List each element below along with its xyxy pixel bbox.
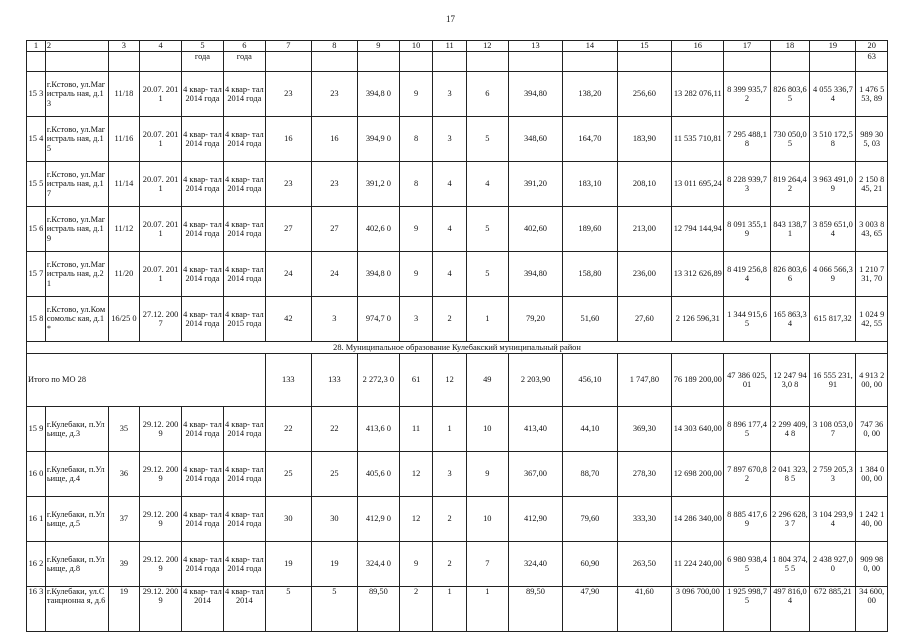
- table-cell: 747 360, 00: [856, 407, 888, 452]
- table-cell: 2 759 205,33: [810, 452, 856, 497]
- table-cell: 16 2: [27, 542, 46, 587]
- table-cell: 14 303 640,00: [672, 407, 724, 452]
- table-cell: 14 286 340,00: [672, 497, 724, 542]
- table-cell: 41,60: [617, 587, 671, 632]
- table-cell: г.Кстово, ул.Магистраль ная, д.21: [45, 252, 108, 297]
- table-cell: 2 299 409,4 8: [770, 407, 810, 452]
- table-cell: 39: [108, 542, 139, 587]
- table-cell: 51,60: [563, 297, 617, 342]
- table-cell: 47,90: [563, 587, 617, 632]
- table-cell: 12 698 200,00: [672, 452, 724, 497]
- table-cell: [508, 52, 562, 72]
- table-cell: 324,40: [508, 542, 562, 587]
- table-cell: 12: [399, 497, 433, 542]
- table-cell: 35: [108, 407, 139, 452]
- table-cell: 5: [466, 117, 508, 162]
- table-cell: 17: [724, 41, 770, 52]
- table-cell: 6: [223, 41, 265, 52]
- table-cell: 394,8 0: [357, 72, 399, 117]
- table-cell: [265, 52, 311, 72]
- table-cell: 6: [466, 72, 508, 117]
- table-cell: 79,20: [508, 297, 562, 342]
- table-cell: [140, 52, 182, 72]
- table-cell: 19: [265, 542, 311, 587]
- table-cell: 16: [265, 117, 311, 162]
- table-cell: 34 600, 00: [856, 587, 888, 632]
- table-cell: 9: [399, 252, 433, 297]
- total-label: Итого по МО 28: [27, 354, 266, 407]
- table-cell: 12: [399, 452, 433, 497]
- table-cell: 11: [399, 407, 433, 452]
- table-cell: 2: [433, 297, 467, 342]
- table-cell: 27,60: [617, 297, 671, 342]
- table-cell: 4 квар- тал 2014 года: [223, 207, 265, 252]
- table-cell: 164,70: [563, 117, 617, 162]
- table-cell: 208,10: [617, 162, 671, 207]
- table-cell: 1 024 942, 55: [856, 297, 888, 342]
- table-cell: 4: [140, 41, 182, 52]
- table-cell: 12: [466, 41, 508, 52]
- total-row: [27, 354, 888, 407]
- table-cell: [724, 52, 770, 72]
- table-cell: 11/14: [108, 162, 139, 207]
- table-cell: [108, 52, 139, 72]
- table-cell: 10: [466, 407, 508, 452]
- table-cell: [770, 52, 810, 72]
- table-cell: 165 863,3 4: [770, 297, 810, 342]
- table-cell: 3: [433, 117, 467, 162]
- table-cell: 394,80: [508, 72, 562, 117]
- table-cell: 11: [433, 41, 467, 52]
- table-cell: 16 1: [27, 497, 46, 542]
- table-cell: 8 399 935,72: [724, 72, 770, 117]
- table-cell: 4 квар- тал 2014 года: [223, 452, 265, 497]
- table-cell: 256,60: [617, 72, 671, 117]
- table-cell: 1 747,80: [617, 354, 671, 407]
- table-cell: 2: [45, 41, 108, 52]
- table-cell: 4 квар- тал 2014 года: [182, 297, 224, 342]
- table-cell: 843 138,7 1: [770, 207, 810, 252]
- table-cell: [27, 52, 46, 72]
- table-cell: 2: [399, 587, 433, 632]
- table-cell: 18: [770, 41, 810, 52]
- table-cell: 2: [433, 542, 467, 587]
- table-cell: 2 438 927,00: [810, 542, 856, 587]
- table-cell: 7: [466, 542, 508, 587]
- table-cell: 4 квар- тал 2014 года: [223, 162, 265, 207]
- table-cell: 413,6 0: [357, 407, 399, 452]
- table-cell: 10: [399, 41, 433, 52]
- table-cell: 394,8 0: [357, 252, 399, 297]
- table-cell: г.Кстово, ул.Магистраль ная, д.17: [45, 162, 108, 207]
- table-cell: 63: [856, 52, 888, 72]
- table-cell: 158,80: [563, 252, 617, 297]
- table-cell: 9: [399, 207, 433, 252]
- table-cell: 20.07. 2011: [140, 72, 182, 117]
- table-cell: 10: [466, 497, 508, 542]
- table-cell: [617, 52, 671, 72]
- table-cell: 3 108 053,07: [810, 407, 856, 452]
- table-cell: [357, 52, 399, 72]
- table-cell: 19: [108, 587, 139, 632]
- table-cell: 8: [311, 41, 357, 52]
- table-cell: 3 510 172,58: [810, 117, 856, 162]
- table-cell: 20: [856, 41, 888, 52]
- table-row: [27, 52, 888, 72]
- table-cell: 8 885 417,69: [724, 497, 770, 542]
- table-cell: 405,6 0: [357, 452, 399, 497]
- table-cell: 5: [182, 41, 224, 52]
- table-cell: 11/16: [108, 117, 139, 162]
- table-cell: 4 квар- тал 2014 года: [182, 207, 224, 252]
- table-cell: 4 квар- тал 2014 года: [223, 117, 265, 162]
- table-cell: [311, 52, 357, 72]
- table-cell: 497 816,0 4: [770, 587, 810, 632]
- table-cell: [810, 52, 856, 72]
- table-cell: г.Кстово, ул.Комсомольс кая, д.1*: [45, 297, 108, 342]
- section-title: 28. Муниципальное образование Кулебакский муниципальный район: [27, 342, 888, 354]
- table-cell: 412,90: [508, 497, 562, 542]
- table-cell: г.Кулебаки, п.Ульище, д.4: [45, 452, 108, 497]
- table-cell: 730 050,0 5: [770, 117, 810, 162]
- table-cell: 1 242 140, 00: [856, 497, 888, 542]
- table-cell: 16 555 231,91: [810, 354, 856, 407]
- table-cell: 11 224 240,00: [672, 542, 724, 587]
- table-cell: 15 6: [27, 207, 46, 252]
- table-cell: 60,90: [563, 542, 617, 587]
- table-row: [27, 587, 888, 632]
- table-row: [27, 297, 888, 342]
- table-cell: 1 210 731, 70: [856, 252, 888, 297]
- table-cell: 333,30: [617, 497, 671, 542]
- table-cell: 4 квар- тал 2014 года: [223, 497, 265, 542]
- table-cell: 3: [433, 452, 467, 497]
- table-cell: [672, 52, 724, 72]
- table-cell: 8 091 355,19: [724, 207, 770, 252]
- table-cell: 402,6 0: [357, 207, 399, 252]
- table-cell: 8 419 256,84: [724, 252, 770, 297]
- table-cell: 4 квар- тал 2014 года: [182, 542, 224, 587]
- table-cell: 8: [399, 162, 433, 207]
- table-row: [27, 162, 888, 207]
- table-cell: 3 859 651,04: [810, 207, 856, 252]
- table-cell: 4: [433, 207, 467, 252]
- table-cell: 5: [466, 252, 508, 297]
- table-cell: 79,60: [563, 497, 617, 542]
- table-cell: 9: [399, 542, 433, 587]
- table-cell: 30: [311, 497, 357, 542]
- table-row: [27, 41, 888, 52]
- table-cell: 456,10: [563, 354, 617, 407]
- table-cell: 7 295 488,18: [724, 117, 770, 162]
- table-cell: 9: [357, 41, 399, 52]
- table-cell: 15 3: [27, 72, 46, 117]
- table-cell: г.Кулебаки, п.Ульище, д.8: [45, 542, 108, 587]
- table-cell: 23: [311, 72, 357, 117]
- table-cell: 20.07. 2011: [140, 252, 182, 297]
- section-row: [27, 342, 888, 354]
- table-row: [27, 72, 888, 117]
- table-cell: 4 квар- тал 2014 года: [182, 407, 224, 452]
- table-row: [27, 207, 888, 252]
- table-cell: 394,9 0: [357, 117, 399, 162]
- table-cell: 29.12. 2009: [140, 497, 182, 542]
- table-row: [27, 497, 888, 542]
- table-cell: 133: [311, 354, 357, 407]
- table-cell: 4 квар- тал 2014 года: [182, 117, 224, 162]
- table-cell: 13 312 626,89: [672, 252, 724, 297]
- table-row: [27, 452, 888, 497]
- table-cell: 23: [311, 162, 357, 207]
- table-cell: 213,00: [617, 207, 671, 252]
- table-cell: г.Кулебаки, п.Ульище, д.5: [45, 497, 108, 542]
- table-cell: 2 150 845, 21: [856, 162, 888, 207]
- table-cell: 47 386 025,01: [724, 354, 770, 407]
- table-cell: 1: [433, 407, 467, 452]
- table-cell: 989 305, 03: [856, 117, 888, 162]
- table-cell: 4: [466, 162, 508, 207]
- table-cell: 11/18: [108, 72, 139, 117]
- table-row: [27, 407, 888, 452]
- table-cell: 14: [563, 41, 617, 52]
- register-table: [26, 40, 888, 632]
- table-cell: 27: [311, 207, 357, 252]
- table-cell: 15 5: [27, 162, 46, 207]
- table-cell: 278,30: [617, 452, 671, 497]
- table-cell: 23: [265, 72, 311, 117]
- table-cell: [466, 52, 508, 72]
- table-cell: 2 041 323,8 5: [770, 452, 810, 497]
- table-cell: 2 126 596,31: [672, 297, 724, 342]
- table-cell: 1: [27, 41, 46, 52]
- table-cell: 1 925 998,75: [724, 587, 770, 632]
- table-cell: 29.12. 2009: [140, 407, 182, 452]
- table-cell: 27: [265, 207, 311, 252]
- table-cell: г.Кстово, ул.Магистраль ная, д.15: [45, 117, 108, 162]
- table-cell: 2 272,3 0: [357, 354, 399, 407]
- table-cell: 12 794 144,94: [672, 207, 724, 252]
- table-cell: 412,9 0: [357, 497, 399, 542]
- table-cell: 29.12. 2009: [140, 452, 182, 497]
- table-cell: 3 096 700,00: [672, 587, 724, 632]
- table-cell: года: [223, 52, 265, 72]
- table-cell: 4 квар- тал 2015 года: [223, 297, 265, 342]
- table-cell: 4 квар- тал 2014 года: [182, 497, 224, 542]
- table-cell: 9: [466, 452, 508, 497]
- page-number: 17: [446, 14, 455, 24]
- table-cell: 826 803,6 6: [770, 252, 810, 297]
- table-cell: г.Кстово, ул.Магистраль ная, д.19: [45, 207, 108, 252]
- table-cell: 7: [265, 41, 311, 52]
- table-cell: 37: [108, 497, 139, 542]
- table-cell: 4 квар- тал 2014 года: [182, 162, 224, 207]
- table-cell: 4 квар- тал 2014 года: [223, 252, 265, 297]
- table-cell: 402,60: [508, 207, 562, 252]
- table-cell: 5: [311, 587, 357, 632]
- table-cell: 20.07. 2011: [140, 117, 182, 162]
- table-cell: 615 817,32: [810, 297, 856, 342]
- table-cell: 16: [672, 41, 724, 52]
- table-cell: 2 203,90: [508, 354, 562, 407]
- table-cell: 909 980, 00: [856, 542, 888, 587]
- table-cell: 12 247 943,0 8: [770, 354, 810, 407]
- table-cell: 391,20: [508, 162, 562, 207]
- table-cell: [45, 52, 108, 72]
- table-cell: 4 квар- тал 2014 года: [223, 407, 265, 452]
- table-cell: 16/25 0: [108, 297, 139, 342]
- table-cell: 133: [265, 354, 311, 407]
- table-cell: 12: [433, 354, 467, 407]
- table-cell: [563, 52, 617, 72]
- table-cell: 9: [399, 72, 433, 117]
- table-cell: 22: [265, 407, 311, 452]
- table-cell: 4: [433, 252, 467, 297]
- table-cell: 11/12: [108, 207, 139, 252]
- table-cell: 1 344 915,65: [724, 297, 770, 342]
- table-cell: 324,4 0: [357, 542, 399, 587]
- table-cell: 4 квар- тал 2014: [223, 587, 265, 632]
- table-cell: 29.12. 2009: [140, 542, 182, 587]
- table-cell: 27.12. 2007: [140, 297, 182, 342]
- table-cell: 25: [265, 452, 311, 497]
- table-cell: 236,00: [617, 252, 671, 297]
- table-cell: 19: [810, 41, 856, 52]
- table-cell: 16: [311, 117, 357, 162]
- table-cell: [399, 52, 433, 72]
- table-cell: 25: [311, 452, 357, 497]
- table-cell: 42: [265, 297, 311, 342]
- table-cell: 4 квар- тал 2014 года: [223, 542, 265, 587]
- table-cell: 16 0: [27, 452, 46, 497]
- table-cell: 3: [311, 297, 357, 342]
- table-cell: 974,7 0: [357, 297, 399, 342]
- table-cell: 183,90: [617, 117, 671, 162]
- table-cell: 4 055 336,74: [810, 72, 856, 117]
- table-cell: 4 квар- тал 2014 года: [182, 252, 224, 297]
- table-cell: 3 963 491,09: [810, 162, 856, 207]
- table-cell: 13: [508, 41, 562, 52]
- table-cell: 3: [433, 72, 467, 117]
- table-cell: г.Кулебаки, ул.Станционна я, д.6: [45, 587, 108, 632]
- table-cell: 391,2 0: [357, 162, 399, 207]
- table-cell: 11/20: [108, 252, 139, 297]
- table-cell: 89,50: [508, 587, 562, 632]
- table-cell: 15 8: [27, 297, 46, 342]
- table-cell: 3 104 293,94: [810, 497, 856, 542]
- table-cell: 8 228 939,73: [724, 162, 770, 207]
- table-cell: 8 896 177,45: [724, 407, 770, 452]
- table-cell: 189,60: [563, 207, 617, 252]
- table-cell: 5: [265, 587, 311, 632]
- table-cell: 20.07. 2011: [140, 162, 182, 207]
- table-cell: 88,70: [563, 452, 617, 497]
- table-cell: 2: [433, 497, 467, 542]
- table-cell: 5: [466, 207, 508, 252]
- table-cell: 6 980 938,45: [724, 542, 770, 587]
- table-cell: 44,10: [563, 407, 617, 452]
- table-cell: 394,80: [508, 252, 562, 297]
- table-cell: 15: [617, 41, 671, 52]
- table-cell: 13 011 695,24: [672, 162, 724, 207]
- table-cell: 15 4: [27, 117, 46, 162]
- table-cell: 1: [433, 587, 467, 632]
- table-cell: 369,30: [617, 407, 671, 452]
- table-cell: 16 3: [27, 587, 46, 632]
- table-cell: 263,50: [617, 542, 671, 587]
- table-cell: 1 384 000, 00: [856, 452, 888, 497]
- table-cell: г.Кстово, ул.Магистраль ная, д.13: [45, 72, 108, 117]
- table-cell: 13 282 076,11: [672, 72, 724, 117]
- table-cell: 348,60: [508, 117, 562, 162]
- table-cell: 61: [399, 354, 433, 407]
- table-cell: 4 квар- тал 2014 года: [182, 452, 224, 497]
- table-cell: 89,50: [357, 587, 399, 632]
- table-cell: 3: [108, 41, 139, 52]
- table-cell: 1: [466, 587, 508, 632]
- table-cell: [433, 52, 467, 72]
- table-cell: 4 квар- тал 2014 года: [182, 72, 224, 117]
- table-cell: 4 913 200, 00: [856, 354, 888, 407]
- table-cell: 3: [399, 297, 433, 342]
- table-cell: 183,10: [563, 162, 617, 207]
- table-cell: 30: [265, 497, 311, 542]
- table-cell: 413,40: [508, 407, 562, 452]
- table-cell: 138,20: [563, 72, 617, 117]
- table-cell: 4 066 566,39: [810, 252, 856, 297]
- table-row: [27, 117, 888, 162]
- table-cell: 4: [433, 162, 467, 207]
- table-cell: 4 квар- тал 2014 года: [223, 72, 265, 117]
- table-cell: 15 9: [27, 407, 46, 452]
- table-cell: 29.12. 2009: [140, 587, 182, 632]
- table-cell: 49: [466, 354, 508, 407]
- table-cell: 8: [399, 117, 433, 162]
- table-cell: 11 535 710,81: [672, 117, 724, 162]
- table-cell: г.Кулебаки, п.Ульище, д.3: [45, 407, 108, 452]
- table-cell: 36: [108, 452, 139, 497]
- table-cell: 22: [311, 407, 357, 452]
- table-cell: 1 476 553, 89: [856, 72, 888, 117]
- table-row: [27, 252, 888, 297]
- table-cell: 819 264,4 2: [770, 162, 810, 207]
- table-cell: 24: [265, 252, 311, 297]
- table-cell: 23: [265, 162, 311, 207]
- table-cell: 15 7: [27, 252, 46, 297]
- table-cell: 4 квар- тал 2014: [182, 587, 224, 632]
- table-cell: года: [182, 52, 224, 72]
- table-cell: 3 003 843, 65: [856, 207, 888, 252]
- table-cell: 672 885,21: [810, 587, 856, 632]
- table-cell: 24: [311, 252, 357, 297]
- table-cell: 20.07. 2011: [140, 207, 182, 252]
- table-cell: 1 804 374,5 5: [770, 542, 810, 587]
- table-cell: 76 189 200,00: [672, 354, 724, 407]
- table-row: [27, 542, 888, 587]
- table-cell: 826 803,6 5: [770, 72, 810, 117]
- table-cell: 19: [311, 542, 357, 587]
- table-cell: 2 296 628,3 7: [770, 497, 810, 542]
- table-cell: 367,00: [508, 452, 562, 497]
- table-cell: 1: [466, 297, 508, 342]
- table-cell: 7 897 670,82: [724, 452, 770, 497]
